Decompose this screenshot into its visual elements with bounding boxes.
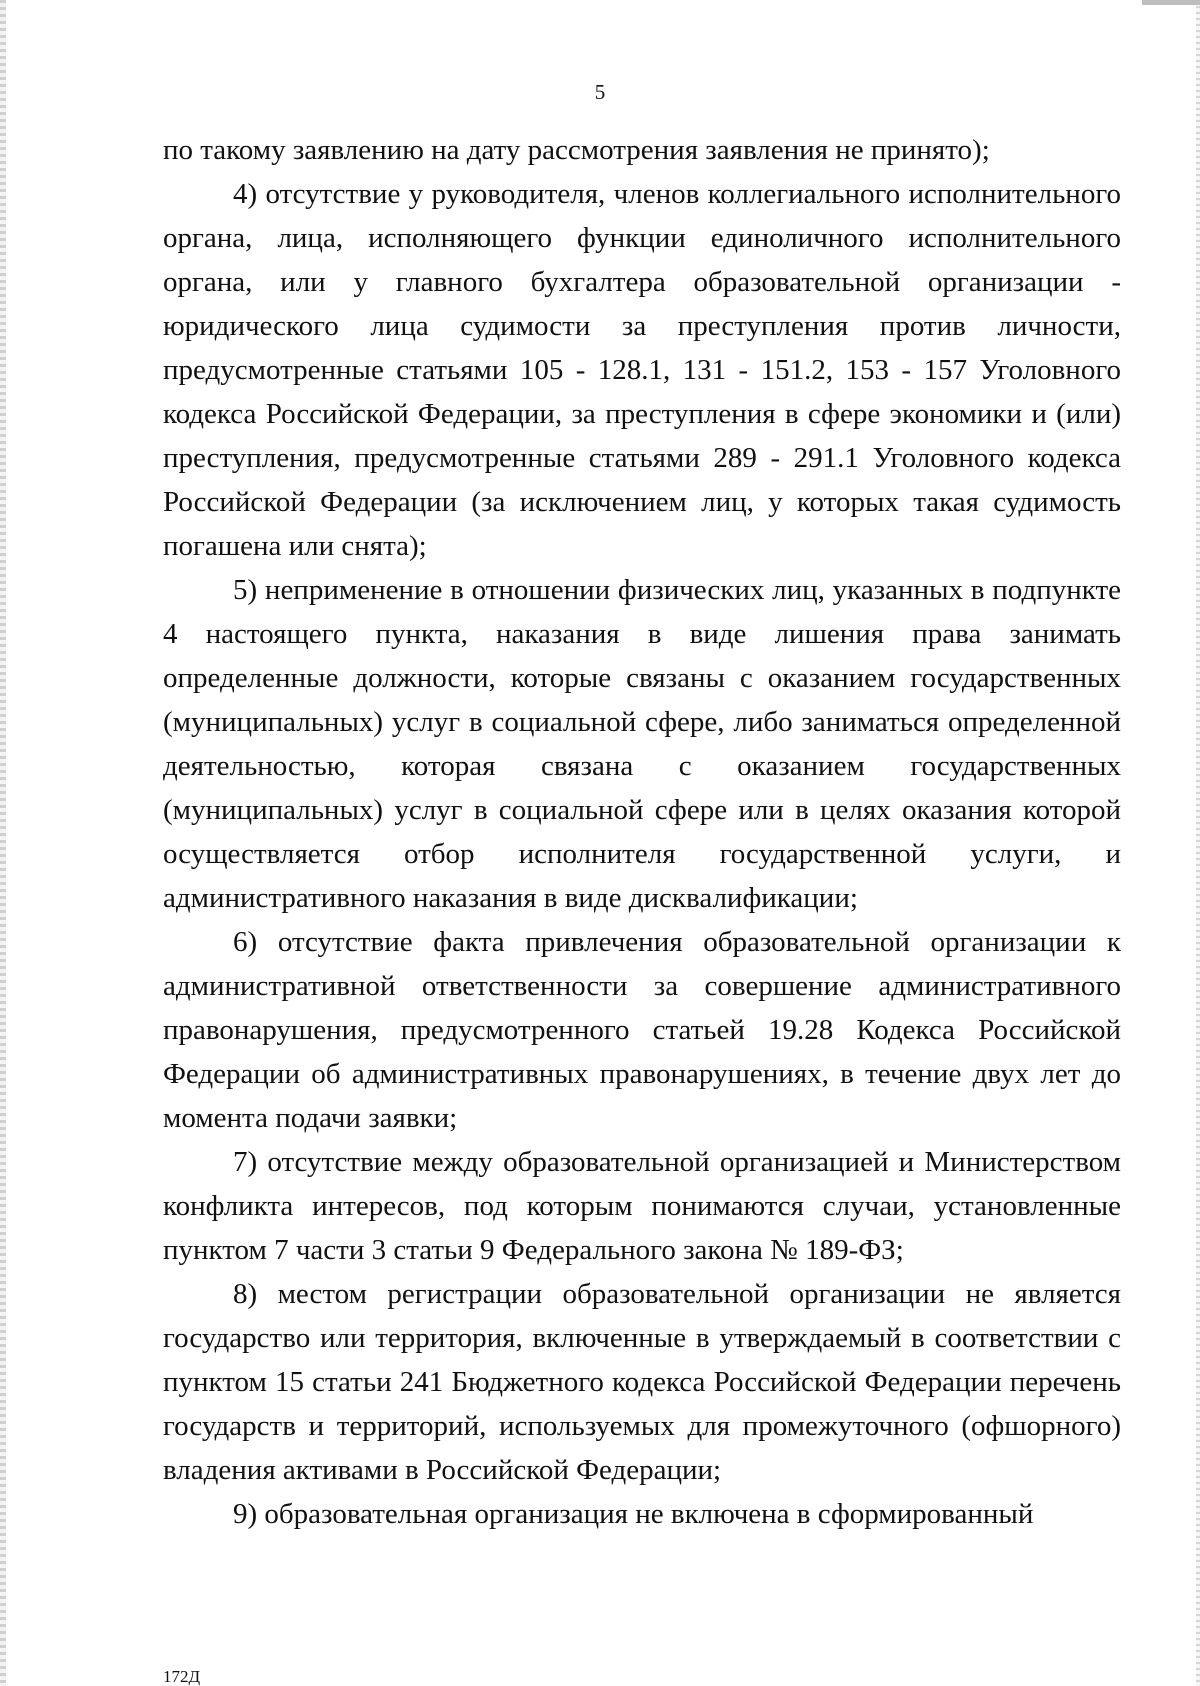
list-item-5: 5) неприменение в отношении физических лиц, указанных в подпункте 4 настоящего пункта, наказания в виде лишения права занимать определенные должности, которые связаны с оказанием государственных (муниципальных) услуг в социальной сфере, либо заниматься определенной деятельностью, которая связана с оказанием государственных (муниципальных) услуг в социальной сфере или в целях оказания которой осуществляется отбор исполнителя государственной услуги, и административного наказания в виде дисквалификации; bbox=[163, 574, 1121, 914]
page-number: 5 bbox=[594, 80, 606, 104]
list-item-9: 9) образовательная организация не включена в сформированный bbox=[233, 1498, 1034, 1530]
scan-right-edge bbox=[1196, 0, 1200, 1686]
list-item-8: 8) местом регистрации образовательной организации не является государство или территория, включенные в утверждаемый в соответствии с пунктом 15 статьи 241 Бюджетного кодекса Российской Федерации перечень государств и территорий, используемых для промежуточного (офшорного) владения активами в Российской Федерации; bbox=[163, 1278, 1121, 1486]
paragraph-continuation: по такому заявлению на дату рассмотрения заявления не принято); bbox=[163, 134, 990, 166]
scan-corner-mark bbox=[1142, 0, 1200, 5]
scan-left-edge bbox=[0, 0, 6, 1686]
document-body bbox=[163, 128, 1121, 1536]
footer-document-code: 172Д bbox=[163, 1667, 201, 1686]
list-item-7: 7) отсутствие между образовательной организацией и Министерством конфликта интересов, под которым понимаются случаи, установленные пунктом 7 части 3 статьи 9 Федерального закона № 189-ФЗ; bbox=[163, 1146, 1121, 1266]
list-item-4: 4) отсутствие у руководителя, членов коллегиального исполнительного органа, лица, исполняющего функции единоличного исполнительного органа, или у главного бухгалтера образовательной организации - юридического лица судимости за преступления против личности, предусмотренные статьями 105 - 128.1, 131 - 151.2, 153 - 157 Уголовного кодекса Российской Федерации, за преступления в сфере экономики и (или) преступления, предусмотренные статьями 289 - 291.1 Уголовного кодекса Российской Федерации (за исключением лиц, у которых такая судимость погашена или снята); bbox=[163, 178, 1121, 562]
list-item-6: 6) отсутствие факта привлечения образовательной организации к административной ответственности за совершение административного правонарушения, предусмотренного статьей 19.28 Кодекса Российской Федерации об административных правонарушениях, в течение двух лет до момента подачи заявки; bbox=[163, 926, 1121, 1134]
